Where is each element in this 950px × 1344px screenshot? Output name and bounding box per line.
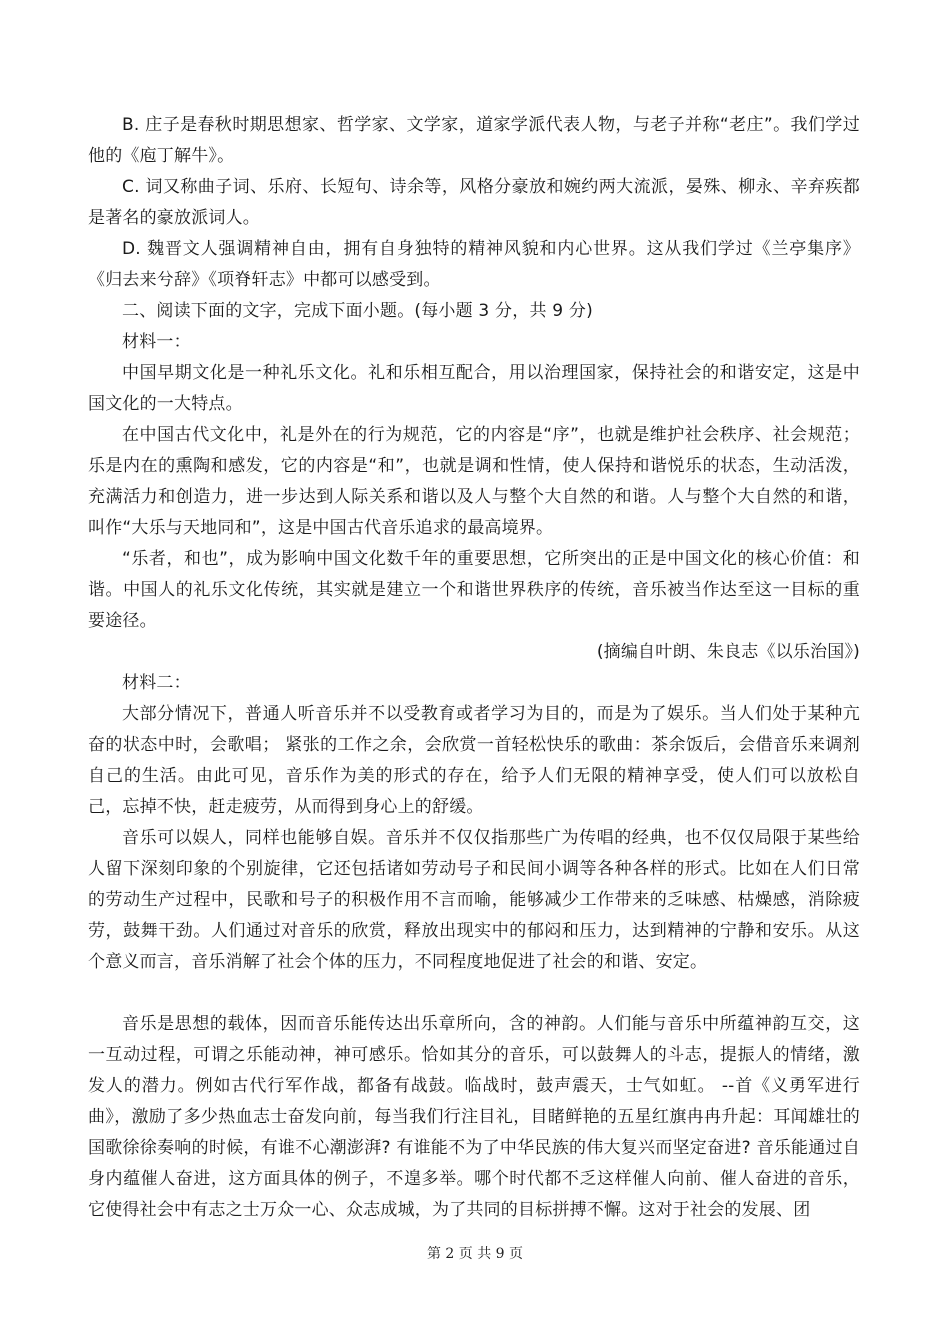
page-number-footer: 第 2 页 共 9 页 <box>426 1246 524 1262</box>
option-c: C. 词又称曲子词、乐府、长短句、诗余等，风格分豪放和婉约两大流派，晏殊、柳永、辛弃疾都是著名的豪放派词人。 <box>88 177 860 228</box>
option-b: B. 庄子是春秋时期思想家、哲学家、文学家，道家学派代表人物，与老子并称“老庄”。我们学过他的《庖丁解牛》。 <box>88 115 860 166</box>
page-content <box>88 110 860 1226</box>
material-two-paragraph: 音乐可以娱人，同样也能够自娱。音乐并不仅仅指那些广为传唱的经典，也不仅仅局限于某些给人留下深刻印象的个别旋律，它还包括诸如劳动号子和民间小调等各种各样的形式。比如在人们日常的劳动生产过程中，民歌和号子的积极作用不言而喻，能够减少工作带来的乏味感、枯燥感，消除疲劳，鼓舞干劲。人们通过对音乐的欣赏，释放出现实中的郁闷和压力，达到精神的宁静和安乐。从这个意义而言，音乐消解了社会个体的压力，不同程度地促进了社会的和谐、安定。 <box>88 828 860 972</box>
material-one-paragraph: “乐者，和也”，成为影响中国文化数千年的重要思想，它所突出的正是中国文化的核心价值：和谐。中国人的礼乐文化传统，其实就是建立一个和谐世界秩序的传统，音乐被当作达至这一目标的重要途径。 <box>88 549 860 631</box>
paragraph-gap <box>88 978 860 1009</box>
material-two-paragraph: 音乐是思想的载体，因而音乐能传达出乐章所向，含的神韵。人们能与音乐中所蕴神韵互交，这一互动过程，可谓之乐能动神，神可感乐。恰如其分的音乐，可以鼓舞人的斗志，提振人的情绪，激发人的潜力。例如古代行军作战，都备有战鼓。临战时，鼓声震天，士气如虹。 --首《义勇军进行曲》，激励了多少热血志士奋发向前，每当我们行注目礼，目睹鲜艳的五星红旗冉冉升起：耳闻雄壮的国歌徐徐奏响的时候，有谁不心潮澎湃? 有谁能不为了中华民族的伟大复兴而坚定奋进? 音乐能通过自身内蕴催人奋进，这方面具体的例子，不遑多举。哪个时代都不乏这样催人向前、催人奋进的音乐，它使得社会中有志之士万众一心、众志成城，为了共同的目标拼搏不懈。这对于社会的发展、团 <box>88 1014 860 1220</box>
option-d: D. 魏晋文人强调精神自由，拥有自身独特的精神风貌和内心世界。这从我们学过《兰亭集序》《归去来兮辞》《项脊轩志》中都可以感受到。 <box>88 239 860 290</box>
material-one-label: 材料一： <box>122 332 191 352</box>
material-two-label: 材料二： <box>122 673 191 693</box>
material-one-paragraph: 在中国古代文化中，礼是外在的行为规范，它的内容是“序”，也就是维护社会秩序、社会规范；乐是内在的熏陶和感发，它的内容是“和”，也就是调和性情，使人保持和谐悦乐的状态，生动活泼，充满活力和创造力，进一步达到人际关系和谐以及人与整个大自然的和谐。人与整个大自然的和谐，叫作“大乐与天地同和”，这是中国古代音乐追求的最高境界。 <box>88 425 860 538</box>
material-two-paragraph: 大部分情况下，普通人听音乐并不以受教育或者学习为目的，而是为了娱乐。当人们处于某种亢奋的状态中时，会歌唱； 紧张的工作之余，会欣赏一首轻松快乐的歌曲：茶余饭后，会借音乐来调剂自己的生活。由此可见，音乐作为美的形式的存在，给予人们无限的精神享受，使人们可以放松自己，忘掉不快，赶走疲劳，从而得到身心上的舒缓。 <box>88 704 860 817</box>
material-one-source: (摘编自叶朗、朱良志《以乐治国》) <box>596 642 860 662</box>
material-one-paragraph: 中国早期文化是一种礼乐文化。礼和乐相互配合，用以治理国家，保持社会的和谐安定，这是中国文化的一大特点。 <box>88 363 860 414</box>
section-two-heading: 二、阅读下面的文字，完成下面小题。(每小题 3 分，共 9 分) <box>122 301 593 321</box>
